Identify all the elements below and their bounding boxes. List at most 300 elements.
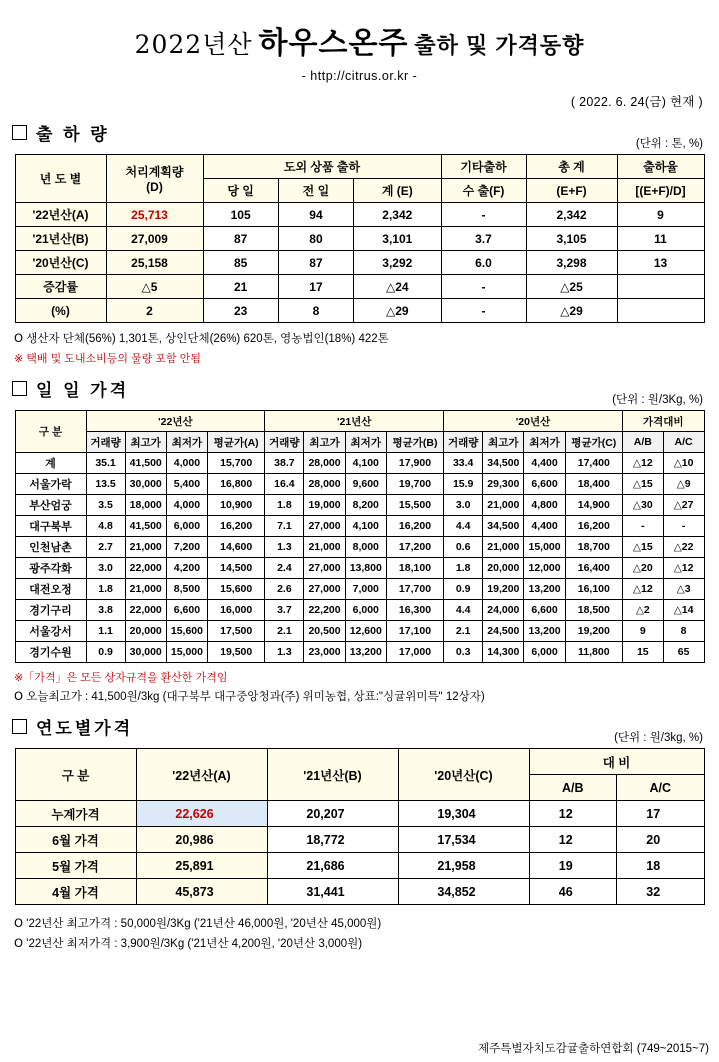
table-row (15, 621, 704, 642)
cell-a: 25,891 (136, 853, 267, 879)
th-export: 수 출(F) (441, 179, 526, 203)
cell: 14,600 (208, 537, 265, 558)
cell: 16,400 (565, 558, 622, 579)
th-avg-20: 평균가(C) (565, 432, 622, 453)
diff-rate (617, 299, 704, 323)
cell-ab: △2 (622, 600, 663, 621)
cell: 0.9 (444, 579, 483, 600)
cell-sum: 3,101 (354, 227, 441, 251)
cell-ac: 32 (617, 879, 705, 905)
diff-prev: 8 (278, 299, 353, 323)
cell: 6,600 (166, 600, 207, 621)
as-of-date: ( 2022. 6. 24(금) 현재 ) (570, 95, 703, 109)
cell-ab: 15 (622, 642, 663, 663)
cell-ac: △10 (663, 453, 704, 474)
table-row-diff (15, 275, 704, 299)
cell: 20,000 (483, 558, 524, 579)
cell: 8,200 (345, 495, 386, 516)
cell: 16,000 (208, 600, 265, 621)
cell-ac: - (663, 516, 704, 537)
cell: 4,200 (166, 558, 207, 579)
cell: 17,900 (386, 453, 443, 474)
th-min-22: 최저가 (166, 432, 207, 453)
th-avg-21: 평균가(B) (386, 432, 443, 453)
row-label: 계 (15, 453, 86, 474)
th-vol-21: 거래량 (265, 432, 304, 453)
th-max-22: 최고가 (125, 432, 166, 453)
row-label: 6월 가격 (15, 827, 136, 853)
row-label: 경기수원 (15, 642, 86, 663)
cell: 8,000 (345, 537, 386, 558)
section3-unit: (단위 : 원/3kg, %) (614, 732, 703, 744)
cell: 16.4 (265, 474, 304, 495)
cell-b: 31,441 (267, 879, 398, 905)
cell: 6,600 (524, 474, 565, 495)
cell: 35.1 (86, 453, 125, 474)
cell: 20,000 (125, 621, 166, 642)
table-row (15, 579, 704, 600)
row-label: '20년산(C) (15, 251, 106, 275)
th-ac: A/C (663, 432, 704, 453)
cell-ac: 18 (617, 853, 705, 879)
cell-ac: 65 (663, 642, 704, 663)
th-avg-22: 평균가(A) (208, 432, 265, 453)
cell: 0.3 (444, 642, 483, 663)
cell: 30,000 (125, 474, 166, 495)
cell: 38.7 (265, 453, 304, 474)
cell: 10,900 (208, 495, 265, 516)
cell-c: 21,958 (398, 853, 529, 879)
cell: 2.1 (444, 621, 483, 642)
row-label: 부산엄궁 (15, 495, 86, 516)
shipment-note-1-text: 생산자 단체(56%) 1,301톤, 상인단체(26%) 620톤, 영농법인(18%) 422톤 (26, 333, 389, 345)
cell-ab: △15 (622, 474, 663, 495)
section2-unit: (단위 : 원/3Kg, %) (612, 394, 703, 406)
table-row (15, 600, 704, 621)
row-label: 대구북부 (15, 516, 86, 537)
cell: 19,700 (386, 474, 443, 495)
cell: 7,200 (166, 537, 207, 558)
cell: 2.4 (265, 558, 304, 579)
cell-ab: △20 (622, 558, 663, 579)
table-header-row (15, 155, 704, 179)
cell: 17,700 (386, 579, 443, 600)
cell: 41,500 (125, 516, 166, 537)
table-row (15, 453, 704, 474)
cell: 4,400 (524, 453, 565, 474)
cell: 18,500 (565, 600, 622, 621)
row-label: 서울가락 (15, 474, 86, 495)
th-prev: 전 일 (278, 179, 353, 203)
yearly-price-table (15, 748, 705, 905)
cell: 12,600 (345, 621, 386, 642)
cell: 18,700 (565, 537, 622, 558)
cell-prev: 80 (278, 227, 353, 251)
cell: 15,000 (166, 642, 207, 663)
footer-note-1-text: '22년산 최고가격 : 50,000원/3Kg ('21년산 46,000원, '20년산 45,000원) (26, 918, 382, 930)
cell-today: 105 (203, 203, 278, 227)
th-2021: '21년산(B) (267, 749, 398, 801)
cell-prev: 94 (278, 203, 353, 227)
cell: 19,000 (304, 495, 345, 516)
cell: 33.4 (444, 453, 483, 474)
table-row (15, 474, 704, 495)
cell: 5,400 (166, 474, 207, 495)
cell: 21,000 (125, 537, 166, 558)
diff-plan: 2 (106, 299, 203, 323)
cell: 19,200 (565, 621, 622, 642)
footer-note-2-text: '22년산 최저가격 : 3,900원/3Kg ('21년산 4,200원, '20년산 3,000원) (26, 938, 363, 950)
cell: 1.3 (265, 642, 304, 663)
daily-note-2 (14, 688, 719, 704)
cell: 11,800 (565, 642, 622, 663)
cell: 16,200 (386, 516, 443, 537)
cell: 3.5 (86, 495, 125, 516)
row-label: 서울강서 (15, 621, 86, 642)
cell: 15,000 (524, 537, 565, 558)
table-row (15, 801, 704, 827)
cell: 19,500 (208, 642, 265, 663)
cell: 1.8 (86, 579, 125, 600)
th-ab: A/B (622, 432, 663, 453)
cell-export: - (441, 203, 526, 227)
cell: 21,000 (125, 579, 166, 600)
th-max-20: 최고가 (483, 432, 524, 453)
cell-total: 2,342 (526, 203, 617, 227)
diff-label-2: (%) (15, 299, 106, 323)
cell-ac: 17 (617, 801, 705, 827)
table-header-row-2 (15, 432, 704, 453)
circle-bullet-icon: O (14, 916, 24, 930)
site-url[interactable]: - http://citrus.or.kr - (301, 69, 418, 83)
footer-note-1 (14, 915, 719, 931)
table-row-diff (15, 299, 704, 323)
cell: 19,200 (483, 579, 524, 600)
cell: 27,000 (304, 516, 345, 537)
cell: 15,600 (166, 621, 207, 642)
cell: 3.0 (86, 558, 125, 579)
cell: 0.9 (86, 642, 125, 663)
section1-title: 출 하 량 (36, 125, 110, 144)
table-header-row (15, 749, 704, 775)
footer-note-2 (14, 935, 719, 951)
cell: 6,000 (524, 642, 565, 663)
cell: 15.9 (444, 474, 483, 495)
circle-bullet-icon: O (14, 331, 24, 345)
cell: 16,200 (208, 516, 265, 537)
diff-today: 21 (203, 275, 278, 299)
table-header-row (15, 411, 704, 432)
cell-c: 34,852 (398, 879, 529, 905)
cell: 24,000 (483, 600, 524, 621)
table-row (15, 227, 704, 251)
th-plan: 처리계획량 (D) (106, 155, 203, 203)
cell: 24,500 (483, 621, 524, 642)
table-row (15, 827, 704, 853)
daily-note-2-text: 오늘최고가 : 41,500원/3kg (대구북부 대구중앙청과(주) 위미농협, 상표:"싱귤위미특" 12상자) (26, 691, 485, 703)
th-2020: '20년산(C) (398, 749, 529, 801)
th-compare: 대 비 (529, 749, 704, 775)
shipment-note-1 (14, 330, 719, 346)
cell: 13,800 (345, 558, 386, 579)
table-row (15, 495, 704, 516)
cell: 7,000 (345, 579, 386, 600)
cell: 6,000 (345, 600, 386, 621)
cell-ab: △12 (622, 453, 663, 474)
cell: 6,000 (166, 516, 207, 537)
bullet-square-icon (12, 381, 27, 396)
th-vol-22: 거래량 (86, 432, 125, 453)
cell-b: 20,207 (267, 801, 398, 827)
cell: 17,100 (386, 621, 443, 642)
th-rate-sub: [(E+F)/D] (617, 179, 704, 203)
row-label: 경기구리 (15, 600, 86, 621)
cell: 6,600 (524, 600, 565, 621)
cell: 13.5 (86, 474, 125, 495)
cell: 21,000 (304, 537, 345, 558)
cell: 4,400 (524, 516, 565, 537)
cell-ac: △9 (663, 474, 704, 495)
circle-bullet-icon: O (14, 936, 24, 950)
cell-today: 85 (203, 251, 278, 275)
cell-today: 87 (203, 227, 278, 251)
th-2021: '21년산 (265, 411, 444, 432)
cell: 14,300 (483, 642, 524, 663)
cell: 14,900 (565, 495, 622, 516)
th-vol-20: 거래량 (444, 432, 483, 453)
cell-ac: 20 (617, 827, 705, 853)
cell: 17,000 (386, 642, 443, 663)
cell: 4.8 (86, 516, 125, 537)
org-footer: 제주특별자치도감귤출하연합회 (749~2015~7) (478, 1043, 709, 1055)
cell: 13,200 (524, 579, 565, 600)
cell-rate: 11 (617, 227, 704, 251)
row-label: 4월 가격 (15, 879, 136, 905)
cell: 12,000 (524, 558, 565, 579)
th-max-21: 최고가 (304, 432, 345, 453)
section3-title: 연도별가격 (36, 719, 134, 738)
diff-label-1: 증감률 (15, 275, 106, 299)
th-other: 기타출하 (441, 155, 526, 179)
cell: 17,400 (565, 453, 622, 474)
th-total: 총 계 (526, 155, 617, 179)
cell: 21,000 (483, 495, 524, 516)
cell: 22,000 (125, 600, 166, 621)
row-label: 인천남촌 (15, 537, 86, 558)
cell-plan: 25,158 (106, 251, 203, 275)
cell: 13,200 (524, 621, 565, 642)
cell-ac: △12 (663, 558, 704, 579)
cell: 30,000 (125, 642, 166, 663)
cell-ab: △12 (622, 579, 663, 600)
th-category: 구 분 (15, 411, 86, 453)
cell-b: 21,686 (267, 853, 398, 879)
cell: 28,000 (304, 474, 345, 495)
th-ac: A/C (617, 775, 705, 801)
cell: 29,300 (483, 474, 524, 495)
diff-today: 23 (203, 299, 278, 323)
cell-total: 3,105 (526, 227, 617, 251)
th-min-20: 최저가 (524, 432, 565, 453)
cell: 0.6 (444, 537, 483, 558)
cell: 22,000 (125, 558, 166, 579)
cell-sum: 2,342 (354, 203, 441, 227)
diff-sum: △29 (354, 299, 441, 323)
cell: 27,000 (304, 558, 345, 579)
th-total-sub: (E+F) (526, 179, 617, 203)
cell: 4,100 (345, 453, 386, 474)
bullet-square-icon (12, 719, 27, 734)
circle-bullet-icon: O (14, 689, 24, 703)
cell-ab: - (622, 516, 663, 537)
diff-total: △25 (526, 275, 617, 299)
cell-plan: 27,009 (106, 227, 203, 251)
cell: 16,200 (565, 516, 622, 537)
cell: 9,600 (345, 474, 386, 495)
cell: 15,500 (386, 495, 443, 516)
table-row (15, 558, 704, 579)
cell: 23,000 (304, 642, 345, 663)
cell: 3.8 (86, 600, 125, 621)
cell-total: 3,298 (526, 251, 617, 275)
cell-ab: △15 (622, 537, 663, 558)
daily-price-table (15, 410, 705, 663)
cell: 4,800 (524, 495, 565, 516)
cell: 16,800 (208, 474, 265, 495)
cell-ab: 9 (622, 621, 663, 642)
cell-b: 18,772 (267, 827, 398, 853)
table-row (15, 203, 704, 227)
cell: 41,500 (125, 453, 166, 474)
bullet-square-icon (12, 125, 27, 140)
cell: 20,500 (304, 621, 345, 642)
cell: 17,200 (386, 537, 443, 558)
cell-ac: 8 (663, 621, 704, 642)
th-rate: 출하율 (617, 155, 704, 179)
cell-sum: 3,292 (354, 251, 441, 275)
cell: 18,400 (565, 474, 622, 495)
cell: 4,000 (166, 453, 207, 474)
title-sub: 출하 및 가격동향 (414, 33, 585, 58)
cell: 7.1 (265, 516, 304, 537)
cell-ab: △30 (622, 495, 663, 516)
cell-c: 17,534 (398, 827, 529, 853)
cell: 16,100 (565, 579, 622, 600)
th-today: 당 일 (203, 179, 278, 203)
cell: 4.4 (444, 516, 483, 537)
cell-c: 19,304 (398, 801, 529, 827)
cell-a: 45,873 (136, 879, 267, 905)
diff-rate (617, 275, 704, 299)
table-row (15, 516, 704, 537)
shipment-note-2: ※ 택배 및 도내소비등의 물량 포함 안됨 (14, 353, 201, 365)
table-row (15, 537, 704, 558)
cell: 15,600 (208, 579, 265, 600)
cell-plan: 25,713 (106, 203, 203, 227)
cell: 28,000 (304, 453, 345, 474)
table-row (15, 251, 704, 275)
diff-export: - (441, 299, 526, 323)
shipment-table (15, 154, 705, 323)
cell-a: 22,626 (136, 801, 267, 827)
cell-a: 20,986 (136, 827, 267, 853)
th-ab: A/B (529, 775, 617, 801)
th-compare: 가격대비 (622, 411, 704, 432)
row-label: '21년산(B) (15, 227, 106, 251)
diff-sum: △24 (354, 275, 441, 299)
th-min-21: 최저가 (345, 432, 386, 453)
th-2022: '22년산(A) (136, 749, 267, 801)
cell: 34,500 (483, 516, 524, 537)
cell-ab: 12 (529, 827, 617, 853)
cell: 13,200 (345, 642, 386, 663)
th-2020: '20년산 (444, 411, 623, 432)
th-2022: '22년산 (86, 411, 265, 432)
cell-rate: 9 (617, 203, 704, 227)
row-label: 대전오정 (15, 579, 86, 600)
th-outside: 도외 상품 출하 (203, 155, 441, 179)
cell: 4.4 (444, 600, 483, 621)
cell: 17,500 (208, 621, 265, 642)
cell: 27,000 (304, 579, 345, 600)
th-sum: 계 (E) (354, 179, 441, 203)
cell-export: 6.0 (441, 251, 526, 275)
cell-ab: 12 (529, 801, 617, 827)
cell: 2.1 (265, 621, 304, 642)
th-category: 구 분 (15, 749, 136, 801)
cell-ac: △3 (663, 579, 704, 600)
cell-export: 3.7 (441, 227, 526, 251)
row-label: '22년산(A) (15, 203, 106, 227)
cell-prev: 87 (278, 251, 353, 275)
title-year: 2022년산 (134, 30, 253, 59)
cell: 1.3 (265, 537, 304, 558)
cell: 1.8 (265, 495, 304, 516)
cell: 1.1 (86, 621, 125, 642)
cell: 2.7 (86, 537, 125, 558)
cell: 4,100 (345, 516, 386, 537)
diff-prev: 17 (278, 275, 353, 299)
row-label: 누계가격 (15, 801, 136, 827)
th-year: 년 도 별 (15, 155, 106, 203)
cell: 34,500 (483, 453, 524, 474)
cell-ac: △27 (663, 495, 704, 516)
diff-plan: △5 (106, 275, 203, 299)
cell: 8,500 (166, 579, 207, 600)
cell: 2.6 (265, 579, 304, 600)
section1-unit: (단위 : 톤, %) (635, 138, 703, 150)
cell: 14,500 (208, 558, 265, 579)
page-root (0, 18, 719, 1062)
cell: 3.0 (444, 495, 483, 516)
cell: 18,000 (125, 495, 166, 516)
cell: 18,100 (386, 558, 443, 579)
cell: 16,300 (386, 600, 443, 621)
cell: 1.8 (444, 558, 483, 579)
table-row (15, 879, 704, 905)
diff-total: △29 (526, 299, 617, 323)
document-title (0, 18, 719, 62)
cell-ac: △14 (663, 600, 704, 621)
cell-ac: △22 (663, 537, 704, 558)
table-row (15, 853, 704, 879)
title-main: 하우스온주 (258, 26, 409, 61)
section2-title: 일 일 가격 (36, 381, 130, 400)
cell-ab: 46 (529, 879, 617, 905)
cell-ab: 19 (529, 853, 617, 879)
row-label: 광주각화 (15, 558, 86, 579)
cell-rate: 13 (617, 251, 704, 275)
